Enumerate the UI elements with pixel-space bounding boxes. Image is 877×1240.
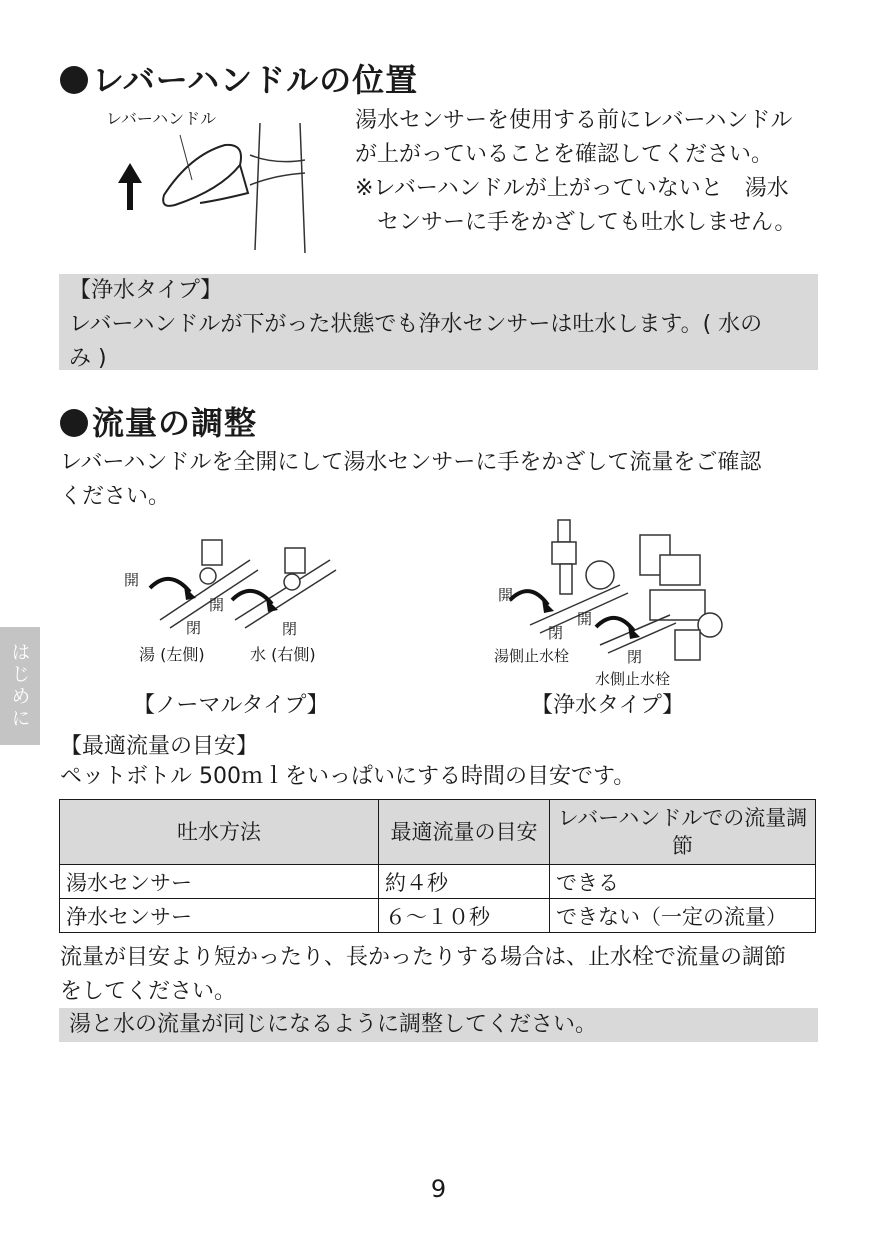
close-label: 閉 bbox=[548, 624, 564, 642]
note-line: レバーハンドルが下がった状態でも浄水センサーは吐水します。( 水の bbox=[69, 312, 763, 337]
hot-side-label: 湯 (左側) bbox=[139, 645, 205, 664]
section-title: レバーハンドルの位置 bbox=[92, 61, 419, 99]
purified-type-caption: 【浄水タイプ】 bbox=[531, 693, 685, 718]
lever-handle-label: レバーハンドル bbox=[106, 109, 217, 128]
open-label: 開 bbox=[209, 596, 225, 614]
hot-valve-label: 湯側止水栓 bbox=[494, 647, 570, 665]
description-line: が上がっていることを確認してください。 bbox=[355, 142, 774, 167]
table-header: 吐水方法 bbox=[60, 800, 379, 865]
guide-text: ペットボトル 500ｍｌをいっぱいにする時間の目安です。 bbox=[60, 764, 636, 789]
flow-rate-table bbox=[59, 799, 816, 933]
table-cell: 湯水センサー bbox=[60, 865, 379, 899]
close-label: 閉 bbox=[282, 620, 298, 638]
section-heading-flow-adjustment bbox=[60, 398, 257, 444]
purified-type-note bbox=[59, 274, 818, 370]
intro-line: レバーハンドルを全開にして湯水センサーに手をかざして流量をご確認 bbox=[60, 450, 762, 475]
open-label: 開 bbox=[498, 586, 514, 604]
table-row bbox=[60, 865, 816, 899]
normal-type-caption: 【ノーマルタイプ】 bbox=[133, 693, 329, 718]
chapter-side-tab: はじめに bbox=[0, 627, 40, 745]
table-header: 最適流量の目安 bbox=[379, 800, 550, 865]
table-header-row bbox=[60, 800, 816, 865]
description-line: センサーに手をかざしても吐水しません。 bbox=[355, 210, 797, 235]
open-label: 開 bbox=[577, 610, 593, 628]
equal-flow-note: 湯と水の流量が同じになるように調整してください。 bbox=[59, 1008, 818, 1042]
adjustment-instructions bbox=[60, 941, 830, 1009]
table-cell: ６～１０秒 bbox=[379, 899, 550, 933]
table-row bbox=[60, 899, 816, 933]
description-line: 湯水センサーを使用する前にレバーハンドル bbox=[355, 108, 793, 133]
instruction-line: 流量が目安より短かったり、長かったりする場合は、止水栓で流量の調節 bbox=[60, 945, 787, 970]
section-heading-lever-position bbox=[60, 55, 418, 101]
intro-line: ください。 bbox=[60, 484, 171, 509]
bullet-icon bbox=[60, 409, 88, 437]
open-label: 開 bbox=[124, 571, 140, 589]
note-line: み ) bbox=[69, 346, 107, 371]
flow-intro bbox=[60, 446, 820, 514]
bullet-icon bbox=[60, 66, 88, 94]
instruction-line: をしてください。 bbox=[60, 979, 237, 1004]
table-cell: 約４秒 bbox=[379, 865, 550, 899]
note-title: 【浄水タイプ】 bbox=[69, 278, 223, 303]
table-cell: できる bbox=[550, 865, 816, 899]
cold-valve-label: 水側止水栓 bbox=[595, 670, 671, 688]
guide-title: 【最適流量の目安】 bbox=[60, 734, 259, 759]
table-header: レバーハンドルでの流量調節 bbox=[550, 800, 816, 865]
close-label: 閉 bbox=[186, 619, 202, 637]
table-cell: 浄水センサー bbox=[60, 899, 379, 933]
page-number: 9 bbox=[430, 1175, 447, 1203]
close-label: 閉 bbox=[627, 648, 643, 666]
lever-description bbox=[355, 104, 825, 240]
cold-side-label: 水 (右側) bbox=[250, 645, 316, 664]
description-line: ※レバーハンドルが上がっていないと 湯水 bbox=[355, 176, 789, 201]
table-cell: できない（一定の流量） bbox=[550, 899, 816, 933]
normal-type-valve-illustration bbox=[140, 530, 350, 640]
section-title: 流量の調整 bbox=[92, 404, 258, 442]
